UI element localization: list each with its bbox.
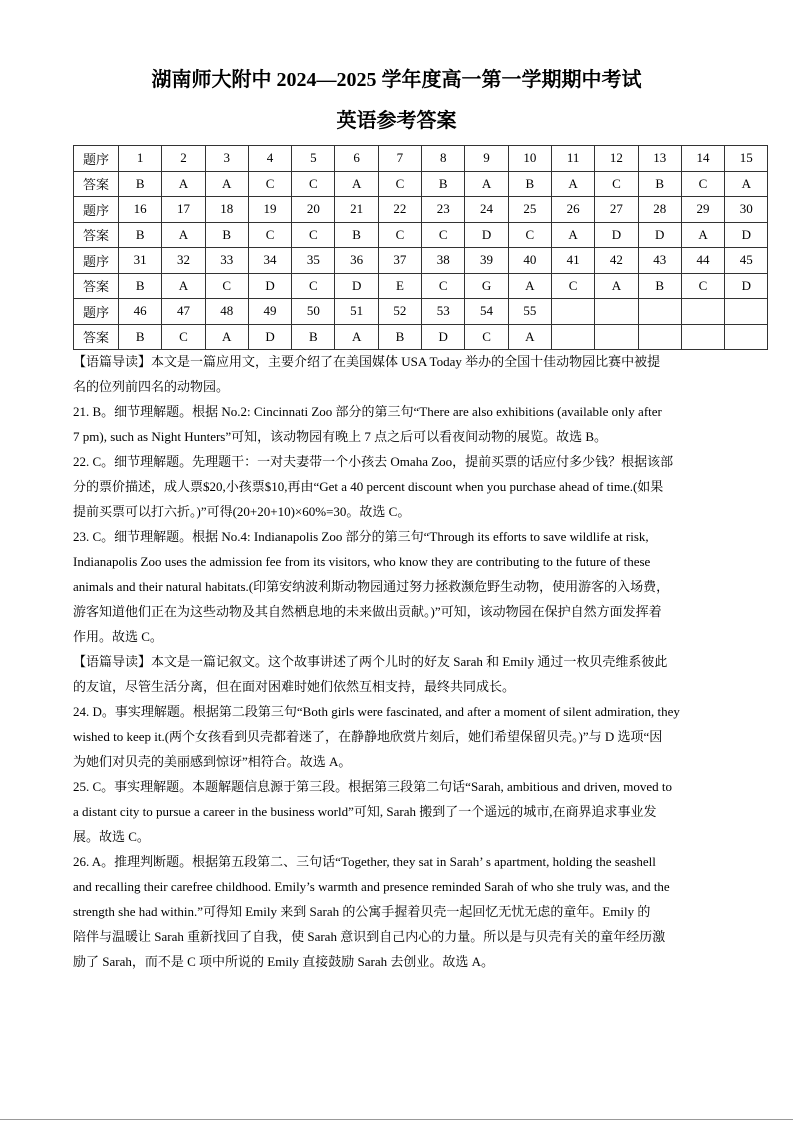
explanation-line: 21. B。细节理解题。根据 No.2: Cincinnati Zoo 部分的第三句“There are also exhibitions (available only after <box>73 404 662 419</box>
answer-cell: A <box>465 171 508 197</box>
question-cell: 12 <box>595 146 638 172</box>
answer-cell: C <box>508 222 551 248</box>
question-cell: 32 <box>162 248 205 274</box>
answer-table <box>73 145 768 350</box>
explanation-line: 游客知道他们正在为这些动物及其自然栖息地的未来做出贡献。)”可知，该动物园在保护自然方面发挥着 <box>73 604 662 619</box>
question-cell: 5 <box>292 146 335 172</box>
question-cell: 51 <box>335 299 378 325</box>
explanation-line: strength she had within.”可得知 Emily 来到 Sarah 的公寓手握着贝壳一起回忆无忧无虑的童年。Emily 的 <box>73 904 651 919</box>
answer-cell: C <box>292 273 335 299</box>
question-cell: 8 <box>422 146 465 172</box>
question-cell: 19 <box>248 197 291 223</box>
answer-cell <box>551 324 594 350</box>
page-bottom-rule <box>0 1119 793 1120</box>
answer-cell: D <box>725 222 768 248</box>
question-cell: 46 <box>119 299 162 325</box>
question-cell: 14 <box>681 146 724 172</box>
answer-cell: C <box>465 324 508 350</box>
question-cell: 30 <box>725 197 768 223</box>
question-cell: 13 <box>638 146 681 172</box>
question-row <box>74 146 768 172</box>
answer-cell: C <box>551 273 594 299</box>
question-cell: 33 <box>205 248 248 274</box>
answer-cell: B <box>422 171 465 197</box>
question-cell: 16 <box>119 197 162 223</box>
question-row <box>74 197 768 223</box>
answer-cell <box>638 324 681 350</box>
question-cell: 40 <box>508 248 551 274</box>
question-cell: 22 <box>378 197 421 223</box>
answer-cell: B <box>119 222 162 248</box>
explanation-line: 展。故选 C。 <box>73 829 150 844</box>
answer-cell: C <box>378 171 421 197</box>
question-cell: 26 <box>551 197 594 223</box>
answer-cell: A <box>162 171 205 197</box>
question-cell <box>595 299 638 325</box>
question-cell: 3 <box>205 146 248 172</box>
answer-cell: C <box>248 171 291 197</box>
answer-row <box>74 324 768 350</box>
answer-cell: D <box>248 273 291 299</box>
answer-cell: D <box>725 273 768 299</box>
answer-cell: B <box>119 324 162 350</box>
explanation-line: 为她们对贝壳的美丽感到惊讶”相符合。故选 A。 <box>73 754 352 769</box>
explanation-line: 提前买票可以打六折。)”可得(20+20+10)×60%=30。故选 C。 <box>73 504 411 519</box>
question-cell: 39 <box>465 248 508 274</box>
question-cell: 44 <box>681 248 724 274</box>
question-cell: 55 <box>508 299 551 325</box>
question-cell: 2 <box>162 146 205 172</box>
question-cell: 38 <box>422 248 465 274</box>
document-title: 湖南师大附中 2024—2025 学年度高一第一学期期中考试 <box>151 69 642 91</box>
question-row-label: 题序 <box>74 146 119 172</box>
answer-cell: B <box>378 324 421 350</box>
explanation-line: 名的位列前四名的动物园。 <box>73 379 230 394</box>
explanation-line: 23. C。细节理解题。根据 No.4: Indianapolis Zoo 部分的第三句“Through its efforts to save wildlife at risk, <box>73 529 649 544</box>
question-cell: 53 <box>422 299 465 325</box>
question-cell: 41 <box>551 248 594 274</box>
answer-cell: B <box>638 171 681 197</box>
explanation-line: 26. A。推理判断题。根据第五段第二、三句话“Together, they sat in Sarah’ s apartment, holding the seashell <box>73 854 656 869</box>
answer-cell: B <box>335 222 378 248</box>
question-row-label: 题序 <box>74 248 119 274</box>
answer-cell: B <box>508 171 551 197</box>
explanation-line: Indianapolis Zoo uses the admission fee from its visitors, who know they are contributing to the future of these <box>73 554 651 569</box>
question-cell: 20 <box>292 197 335 223</box>
answer-cell: C <box>422 273 465 299</box>
answer-cell: E <box>378 273 421 299</box>
question-cell: 45 <box>725 248 768 274</box>
explanation-line: and recalling their carefree childhood. Emily’s warmth and presence reminded Sarah of who she truly was, and the <box>73 879 670 894</box>
question-row <box>74 248 768 274</box>
document-subtitle: 英语参考答案 <box>336 110 457 132</box>
question-cell: 52 <box>378 299 421 325</box>
explanation-line: 分的票价描述，成人票$20,小孩票$10,再由“Get a 40 percent discount when you purchase ahead of time.(如果 <box>73 479 664 494</box>
answer-cell: C <box>378 222 421 248</box>
question-cell: 50 <box>292 299 335 325</box>
question-cell: 23 <box>422 197 465 223</box>
answer-row <box>74 273 768 299</box>
question-cell <box>725 299 768 325</box>
question-cell: 21 <box>335 197 378 223</box>
question-cell <box>638 299 681 325</box>
explanation-line: wished to keep it.(两个女孩看到贝壳都着迷了，在静静地欣赏片刻后，她们希望保留贝壳。)”与 D 选项“因 <box>73 729 663 744</box>
answer-cell: B <box>205 222 248 248</box>
question-cell: 24 <box>465 197 508 223</box>
question-cell: 10 <box>508 146 551 172</box>
question-cell: 18 <box>205 197 248 223</box>
answer-cell: C <box>292 222 335 248</box>
question-cell: 42 <box>595 248 638 274</box>
answer-cell: A <box>335 171 378 197</box>
answer-cell: A <box>551 171 594 197</box>
question-cell: 15 <box>725 146 768 172</box>
question-row <box>74 299 768 325</box>
answer-cell: B <box>292 324 335 350</box>
answer-row <box>74 222 768 248</box>
explanation-line: 【语篇导读】本文是一篇记叙文。这个故事讲述了两个儿时的好友 Sarah 和 Emily 通过一枚贝壳维系彼此 <box>73 654 668 669</box>
answer-cell: D <box>638 222 681 248</box>
question-cell: 28 <box>638 197 681 223</box>
explanation-line: 24. D。事实理解题。根据第二段第三句“Both girls were fascinated, and after a moment of silent admiration, they <box>73 704 680 719</box>
answer-cell: C <box>422 222 465 248</box>
answer-cell: A <box>551 222 594 248</box>
answer-row <box>74 171 768 197</box>
answer-cell: A <box>162 222 205 248</box>
question-cell: 17 <box>162 197 205 223</box>
answer-row-label: 答案 <box>74 171 119 197</box>
answer-row-label: 答案 <box>74 324 119 350</box>
answer-cell: C <box>681 171 724 197</box>
answer-cell: A <box>681 222 724 248</box>
answer-cell: C <box>292 171 335 197</box>
question-cell: 6 <box>335 146 378 172</box>
question-cell: 27 <box>595 197 638 223</box>
answer-cell: A <box>205 171 248 197</box>
explanation-line: 的友谊，尽管生活分离，但在面对困难时她们依然互相支持，最终共同成长。 <box>73 679 516 694</box>
answer-row-label: 答案 <box>74 222 119 248</box>
answer-cell: A <box>335 324 378 350</box>
answer-cell: A <box>725 171 768 197</box>
question-cell: 25 <box>508 197 551 223</box>
question-cell: 1 <box>119 146 162 172</box>
question-cell: 9 <box>465 146 508 172</box>
answer-cell <box>595 324 638 350</box>
explanation-line: a distant city to pursue a career in the business world”可知, Sarah 搬到了一个遥远的城市,在商界追求事业发 <box>73 804 657 819</box>
question-cell: 31 <box>119 248 162 274</box>
answer-cell: D <box>422 324 465 350</box>
question-cell: 48 <box>205 299 248 325</box>
explanation-line: 励了 Sarah，而不是 C 项中所说的 Emily 直接鼓励 Sarah 去创业。故选 A。 <box>73 954 495 969</box>
explanation-line: 22. C。细节理解题。先理题干：一对夫妻带一个小孩去 Omaha Zoo，提前买票的话应付多少钱？根据该部 <box>73 454 674 469</box>
explanation-line: animals and their natural habitats.(印第安纳波利斯动物园通过努力拯救濒危野生动物，使用游客的入场费， <box>73 579 670 594</box>
explanation-line: 作用。故选 C。 <box>73 629 163 644</box>
question-cell: 7 <box>378 146 421 172</box>
question-cell: 47 <box>162 299 205 325</box>
answer-cell: C <box>681 273 724 299</box>
answer-cell: G <box>465 273 508 299</box>
answer-cell: A <box>205 324 248 350</box>
answer-cell: C <box>205 273 248 299</box>
answer-cell <box>725 324 768 350</box>
answer-cell <box>681 324 724 350</box>
answer-cell: D <box>595 222 638 248</box>
answer-cell: C <box>595 171 638 197</box>
answer-cell: A <box>508 273 551 299</box>
question-cell <box>551 299 594 325</box>
question-cell <box>681 299 724 325</box>
explanations <box>73 349 725 974</box>
answer-cell: D <box>465 222 508 248</box>
explanation-line: 25. C。事实理解题。本题解题信息源于第三段。根据第三段第二句话“Sarah, ambitious and driven, moved to <box>73 779 673 794</box>
answer-row-label: 答案 <box>74 273 119 299</box>
answer-cell: D <box>335 273 378 299</box>
answer-cell: A <box>162 273 205 299</box>
answer-cell: A <box>595 273 638 299</box>
answer-cell: C <box>248 222 291 248</box>
question-row-label: 题序 <box>74 299 119 325</box>
question-cell: 29 <box>681 197 724 223</box>
answer-cell: A <box>508 324 551 350</box>
explanation-line: 【语篇导读】本文是一篇应用文，主要介绍了在美国媒体 USA Today 举办的全国十佳动物园比赛中被提 <box>73 354 661 369</box>
answer-cell: C <box>162 324 205 350</box>
question-row-label: 题序 <box>74 197 119 223</box>
question-cell: 49 <box>248 299 291 325</box>
explanation-line: 7 pm), such as Night Hunters”可知，该动物园有晚上 7 点之后可以看夜间动物的展览。故选 B。 <box>73 429 608 444</box>
question-cell: 37 <box>378 248 421 274</box>
question-cell: 34 <box>248 248 291 274</box>
question-cell: 54 <box>465 299 508 325</box>
question-cell: 4 <box>248 146 291 172</box>
question-cell: 35 <box>292 248 335 274</box>
explanation-line: 陪伴与温暖让 Sarah 重新找回了自我，使 Sarah 意识到自己内心的力量。所以是与贝壳有关的童年经历激 <box>73 929 666 944</box>
answer-cell: D <box>248 324 291 350</box>
question-cell: 11 <box>551 146 594 172</box>
answer-cell: B <box>119 273 162 299</box>
answer-cell: B <box>638 273 681 299</box>
answer-cell: B <box>119 171 162 197</box>
question-cell: 43 <box>638 248 681 274</box>
question-cell: 36 <box>335 248 378 274</box>
